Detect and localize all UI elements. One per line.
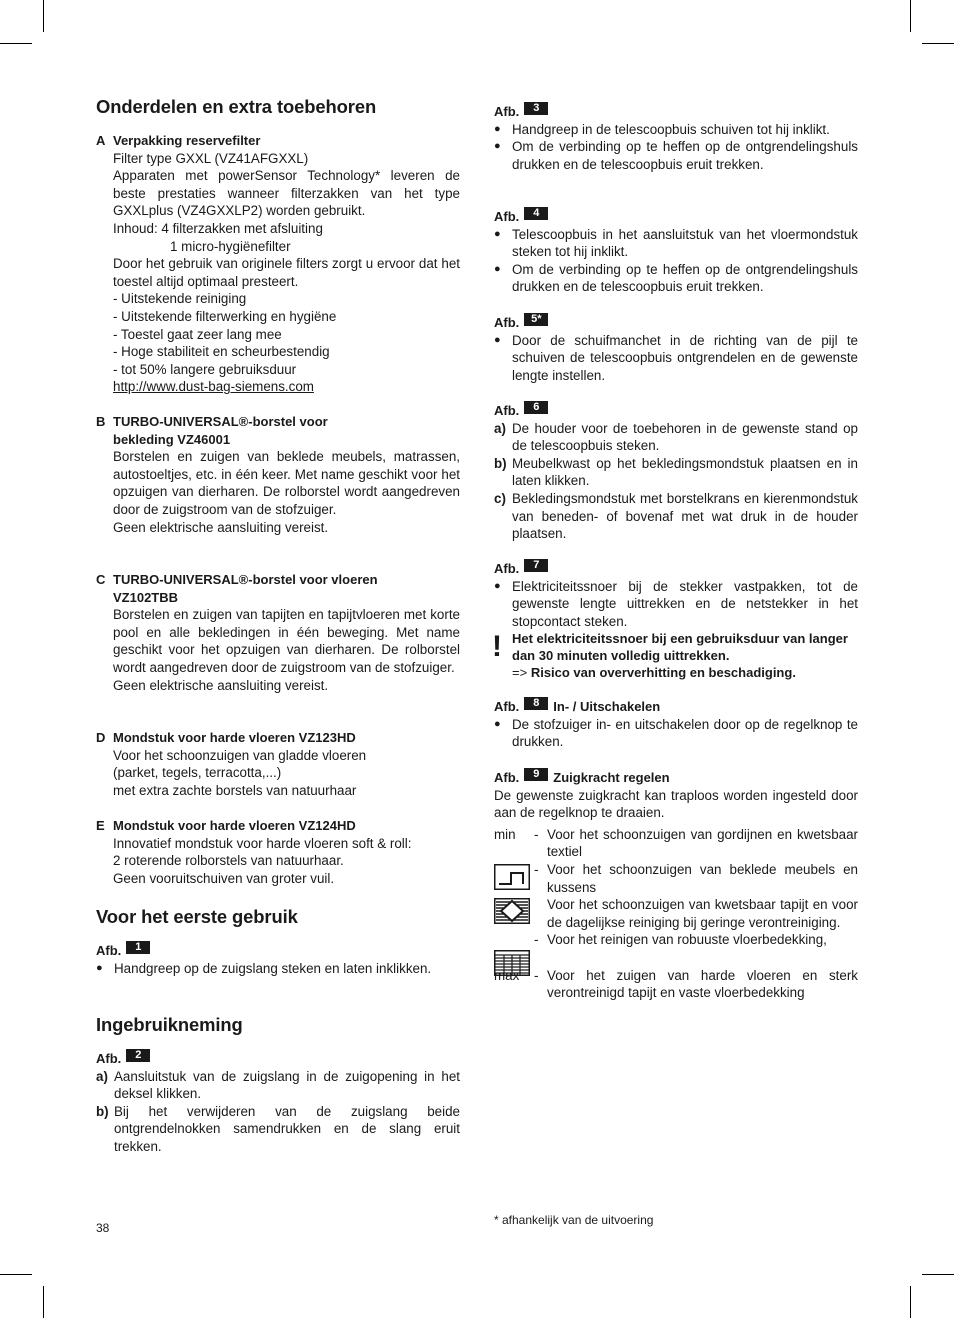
afb-label: Afb. [494, 403, 520, 418]
bullet-icon: ● [494, 262, 501, 275]
section-title-parts: Onderdelen en extra toebehoren [96, 96, 377, 117]
fig-title: In- / Uitschakelen [553, 699, 661, 714]
item-b [96, 413, 460, 536]
bullet-text: Handgreep op de zuigslang steken en laten inklikken. [114, 960, 432, 976]
fig-3-block [494, 103, 858, 173]
carpet-level-icon [494, 898, 530, 924]
upholstery-level-icon [494, 864, 530, 890]
warning-note [494, 630, 858, 681]
item-letter: D [96, 730, 106, 745]
fig-2-block [96, 1050, 460, 1156]
footnote: * afhankelijk van de uitvoering [494, 1213, 654, 1227]
item-heading: TURBO-UNIVERSAL®-borstel voor bekleding VZ46001 [113, 414, 328, 447]
step-text: Bekledingsmondstuk met borstelkrans en kierenmondstuk van beneden- of bovenaf met wat druk in de houder plaatsen. [512, 490, 858, 542]
warning-arrow: => [512, 665, 528, 681]
text-line: - Hoge stabiliteit en scheurbestendig [113, 344, 330, 360]
crop-mark [43, 1286, 44, 1318]
text-line: Inhoud: 4 filterzakken met afsluiting [113, 220, 323, 236]
text-line: - Toestel gaat zeer lang mee [113, 326, 282, 342]
item-c [96, 571, 460, 694]
fig-title: Zuigkracht regelen [553, 770, 670, 785]
item-body: Borstelen en zuigen van tapijten en tapijtvloeren met korte pool en alle bekledingen in één beweging. Met name geschikt voor het opzuigen van dierharen. De rolborstel wordt aangedreven door de zuigstroom van de stofzuiger. [113, 607, 460, 675]
item-body: Borstelen en zuigen van beklede meubels, matrassen, autostoeltjes, etc. in één keer. Met name geschikt voor het opzuigen van dierharen. De rolborstel wordt aangedreven door de zuigstroom van de stofzuiger. [113, 449, 460, 517]
item-e [96, 817, 460, 887]
fig-1-block [96, 942, 460, 977]
afb-label: Afb. [494, 104, 520, 119]
level-row: - Voor het reinigen van robuuste vloerbedekking, [534, 932, 827, 948]
bullet-text: Elektriciteitssnoer bij de stekker vastpakken, tot de gewenste lengte uittrekken en de netstekker in het stopcontact steken. [512, 578, 858, 629]
text-line: Apparaten met powerSensor Technology* leveren de beste prestaties wanneer filterzakken van het type GXXLplus (VZ4GXXLP2) worden gebruikt. [113, 168, 460, 219]
afb-label: Afb. [494, 770, 520, 785]
crop-mark [43, 0, 44, 32]
level-row: min - Voor het schoonzuigen van gordijnen en kwetsbaar textiel [494, 826, 858, 860]
step-text: De houder voor de toebehoren in de gewenste stand op de telescoopbuis steken. [512, 420, 858, 454]
afb-label: Afb. [494, 209, 520, 224]
item-heading: Verpakking reservefilter [113, 133, 261, 148]
bullet-text: De stofzuiger in- en uitschakelen door op de regelknop te drukken. [512, 716, 858, 750]
crop-mark [910, 1286, 911, 1318]
item-heading: Mondstuk voor harde vloeren VZ123HD [113, 730, 356, 745]
step-label: a) [96, 1068, 108, 1084]
fig-5-block [494, 314, 858, 384]
text-line: (parket, tegels, terracotta,...) [113, 765, 282, 781]
fig-9-block [494, 769, 858, 1002]
figure-number-badge: 6 [524, 401, 548, 414]
bullet-icon: ● [494, 140, 501, 153]
crop-mark [0, 43, 32, 44]
step-text: Bij het verwijderen van de zuigslang beide ontgrendelnokken samendrukken en de slang eruit trekken. [114, 1103, 460, 1154]
figure-number-badge: 7 [524, 559, 548, 572]
figure-number-badge: 2 [126, 1049, 150, 1062]
figure-number-badge: 8 [524, 697, 548, 710]
step-label: c) [494, 490, 506, 506]
fig-8-block [494, 698, 858, 751]
text-line: 2 roterende rolborstels van natuurhaar. [113, 853, 344, 869]
bullet-text: Telescoopbuis in het aansluitstuk van het vloermondstuk steken tot hij inklikt. [512, 226, 858, 260]
text-line: - Uitstekende filterwerking en hygiëne [113, 308, 337, 324]
step-label: b) [494, 455, 507, 471]
warning-text: Het elektriciteitssnoer bij een gebruiksduur van langer dan 30 minuten volledig uittrekken. [512, 631, 848, 664]
text-line: - Uitstekende reiniging [113, 291, 247, 307]
level-row: - Voor het schoonzuigen van beklede meubels en kussens [534, 861, 858, 895]
bullet-icon: ● [494, 122, 501, 135]
item-letter: B [96, 414, 106, 429]
fig-7-block [494, 560, 858, 681]
text-line: Filter type GXXL (VZ41AFGXXL) [113, 150, 309, 166]
text-line: 1 micro-hygiënefilter [170, 238, 291, 254]
page-number: 38 [96, 1221, 110, 1235]
afb-label: Afb. [96, 1051, 122, 1066]
section-title-startup: Ingebruikneming [96, 1014, 243, 1035]
intro-text: De gewenste zuigkracht kan traploos worden ingesteld door aan de regelknop te draaien. [494, 787, 858, 821]
item-note: Geen elektrische aansluiting vereist. [113, 677, 329, 693]
level-row: max - Voor het zuigen van harde vloeren en sterk verontreinigd tapijt en vaste vloerbedekking [494, 967, 858, 1001]
afb-label: Afb. [96, 943, 122, 958]
figure-number-badge: 4 [524, 207, 548, 220]
item-letter: A [96, 133, 106, 148]
text-line: met extra zachte borstels van natuurhaar [113, 782, 357, 798]
warning-risk: Risico van oververhitting en beschadiging. [530, 665, 796, 681]
website-link[interactable]: http://www.dust-bag-siemens.com [113, 379, 314, 395]
figure-number-badge: 5* [524, 313, 548, 326]
afb-label: Afb. [494, 315, 520, 330]
warning-exclamation-icon: ! [492, 630, 502, 664]
step-label: b) [96, 1103, 109, 1119]
afb-label: Afb. [494, 699, 520, 714]
bullet-icon: ● [96, 961, 103, 974]
bullet-icon: ● [494, 333, 501, 346]
fig-6-block [494, 402, 858, 543]
crop-mark [922, 1274, 954, 1275]
bullet-text: Om de verbinding op te heffen op de ontgrendelingshuls drukken en de telescoopbuis eruit trekken. [512, 261, 858, 295]
text-line: - tot 50% langere gebruiksduur [113, 361, 297, 377]
text-line: Innovatief mondstuk voor harde vloeren soft & roll: [113, 835, 412, 851]
text-line: Door het gebruik van originele filters zorgt u ervoor dat het toestel altijd optimaal presteert. [113, 256, 460, 289]
step-text: Aansluitstuk van de zuigslang in de zuigopening in het deksel klikken. [114, 1068, 460, 1102]
crop-mark [910, 0, 911, 32]
crop-mark [0, 1274, 32, 1275]
bullet-icon: ● [494, 717, 501, 730]
item-note: Geen elektrische aansluiting vereist. [113, 519, 329, 535]
fig-4-block [494, 208, 858, 296]
text-line: Geen vooruitschuiven van groter vuil. [113, 870, 335, 886]
bullet-icon: ● [494, 227, 501, 240]
bullet-icon: ● [494, 579, 501, 592]
robust-carpet-level-icon [494, 950, 530, 976]
bullet-text: Om de verbinding op te heffen op de ontgrendelingshuls drukken en de telescoopbuis eruit trekken. [512, 139, 858, 172]
figure-number-badge: 3 [524, 102, 548, 115]
bullet-text: Door de schuifmanchet in de richting van de pijl te schuiven de telescoopbuis ontgrendelen en de gewenste lengte instellen. [512, 332, 858, 383]
item-heading: TURBO-UNIVERSAL®-borstel voor vloeren VZ102TBB [113, 572, 378, 605]
figure-number-badge: 1 [126, 941, 150, 954]
figure-number-badge: 9 [524, 768, 548, 781]
item-heading: Mondstuk voor harde vloeren VZ124HD [113, 818, 356, 833]
step-label: a) [494, 420, 506, 436]
afb-label: Afb. [494, 561, 520, 576]
crop-mark [922, 43, 954, 44]
item-letter: E [96, 818, 105, 833]
step-text: Meubelkwast op het bekledingsmondstuk plaatsen en in laten klikken. [512, 455, 858, 489]
bullet-text: Handgreep in de telescoopbuis schuiven tot hij inklikt. [512, 121, 830, 137]
item-d [96, 729, 460, 799]
section-title-first-use: Voor het eerste gebruik [96, 906, 298, 927]
item-a [96, 132, 460, 396]
text-line: Voor het schoonzuigen van gladde vloeren [113, 747, 367, 763]
item-letter: C [96, 572, 106, 587]
level-row: Voor het schoonzuigen van kwetsbaar tapijt en voor de dagelijkse reiniging bij geringe verontreiniging. [547, 897, 858, 930]
